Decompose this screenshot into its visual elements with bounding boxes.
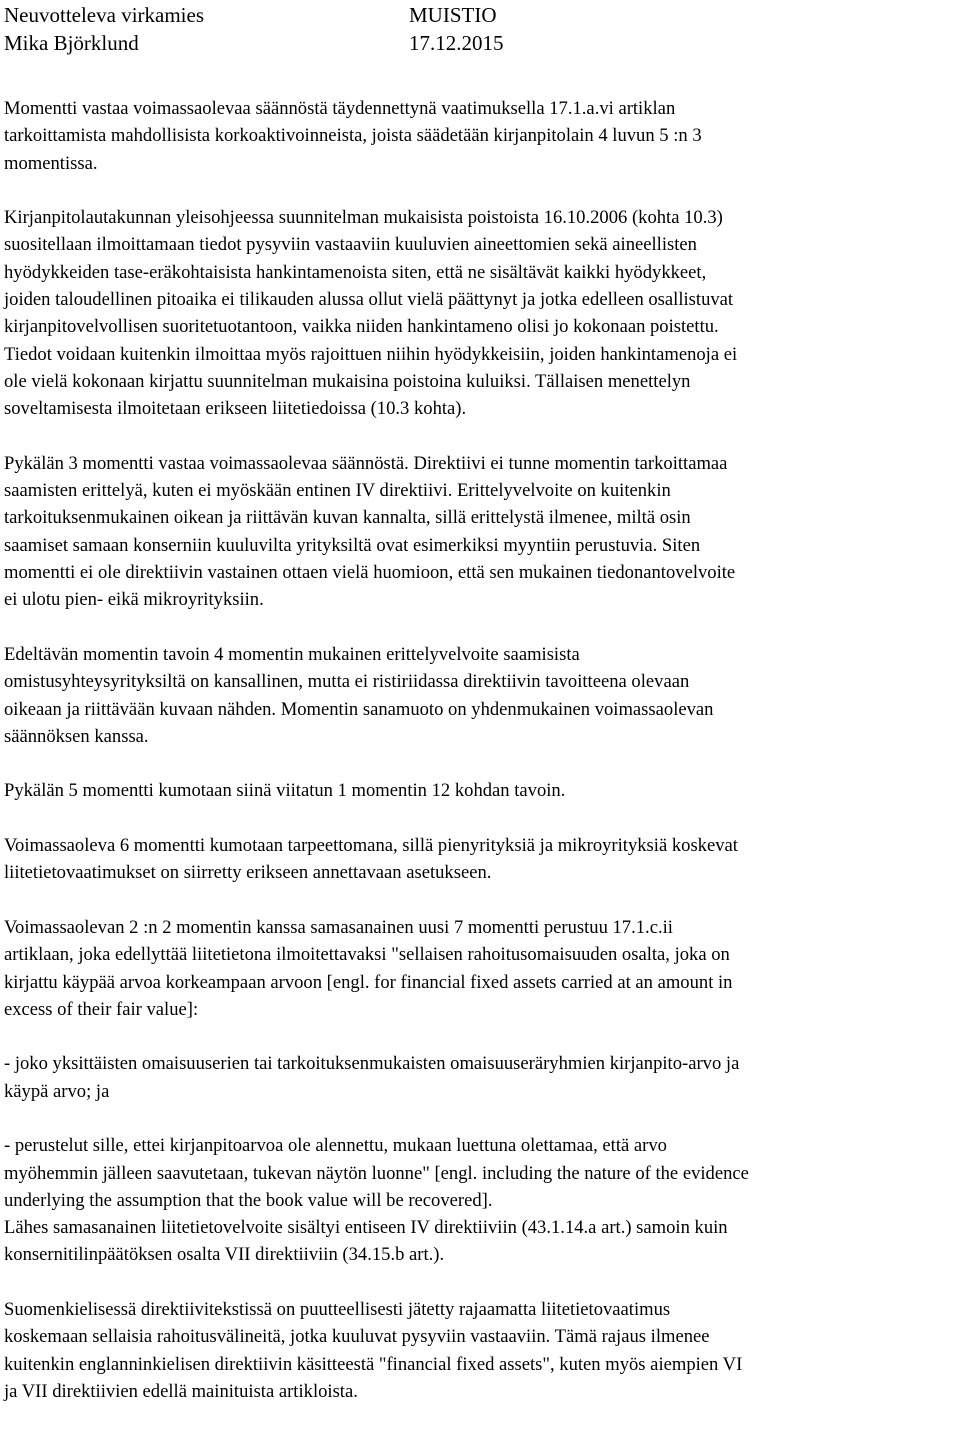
text-line: - joko yksittäisten omaisuuserien tai tarkoituksenmukaisten omaisuuseräryhmien kirjanpito-arvo ja <box>4 1053 740 1075</box>
text-line: artiklaan, joka edellyttää liitetietona ilmoitettavaksi "sellaisen rahoitusomaisuuden osalta, joka on <box>4 944 730 966</box>
paragraph-pykala-3 <box>4 450 952 614</box>
text-line: kirjattu käypää arvoa korkeampaan arvoon [engl. for financial fixed assets carried at an amount in <box>4 971 733 993</box>
text-line: joiden taloudellinen pitoaika ei tilikauden alussa ollut vielä päättynyt ja jotka edelleen osallistuvat <box>4 289 734 311</box>
text-line: tarkoittamista mahdollisista korkoaktivoinneista, joista säädetään kirjanpitolain 4 luvun 5 :n 3 <box>4 125 702 147</box>
text-line: ja VII direktiivien edellä mainituista artikloista. <box>4 1380 358 1402</box>
text-line: soveltamisesta ilmoitetaan erikseen liitetiedoissa (10.3 kohta). <box>4 398 467 420</box>
paragraph-list-item-2 <box>4 1132 952 1214</box>
text-line: Pykälän 5 momentti kumotaan siinä viitatun 1 momentin 12 kohdan tavoin. <box>4 780 566 802</box>
paragraph-list-item-1 <box>4 1050 952 1105</box>
text-line: säännöksen kanssa. <box>4 725 149 747</box>
paragraph-momentti-7 <box>4 914 952 1023</box>
memo-header <box>4 1 504 57</box>
memo-body <box>4 95 952 1433</box>
text-line: hyödykkeiden tase-eräkohtaisista hankintamenoista siten, että ne sisältävät kaikki hyödykkeet, <box>4 261 707 283</box>
text-line: - perustelut sille, ettei kirjanpitoarvoa ole alennettu, mukaan luettuna olettamaa, että arvo <box>4 1135 667 1157</box>
text-line: saamisten erittelyä, kuten ei myöskään entinen IV direktiivi. Erittelyvelvoite on kuitenkin <box>4 480 671 502</box>
text-line: momentti ei ole direktiivin vastainen ottaen vielä huomioon, että sen mukainen tiedonantovelvoite <box>4 562 736 584</box>
header-doc-type: MUISTIO <box>409 3 497 27</box>
text-line: underlying the assumption that the book value will be recovered]. <box>4 1189 493 1211</box>
text-line: suositellaan ilmoittamaan tiedot pysyviin vastaaviin kuuluvien aineettomien sekä aineellisten <box>4 234 697 256</box>
paragraph-momentti-6 <box>4 832 952 887</box>
paragraph-kirjanpitolautakunta <box>4 204 952 422</box>
text-line: Suomenkielisessä direktiivitekstissä on puutteellisesti jätetty rajaamatta liitetietovaatimus <box>4 1299 671 1321</box>
text-line: Voimassaoleva 6 momentti kumotaan tarpeettomana, sillä pienyrityksiä ja mikroyrityksiä koskevat <box>4 835 738 857</box>
text-line: Kirjanpitolautakunnan yleisohjeessa suunnitelman mukaisista poistoista 16.10.2006 (kohta 10.3) <box>4 207 723 229</box>
text-line: saamiset samaan konserniin kuuluvilta yrityksiltä ovat esimerkiksi myyntiin perustuvia. Siten <box>4 534 701 556</box>
paragraph-pykala-5 <box>4 777 952 804</box>
text-line: konsernitilinpäätöksen osalta VII direktiiviin (34.15.b art.). <box>4 1244 445 1266</box>
paragraph-momentti <box>4 95 952 177</box>
text-line: ole vielä kokonaan kirjattu suunnitelman mukaisina poistoina kuluiksi. Tällaisen menettelyn <box>4 370 691 392</box>
text-line: tarkoituksenmukainen oikean ja riittävän kuvan kannalta, sillä erittelystä ilmenee, miltä osin <box>4 507 691 529</box>
text-line: Voimassaolevan 2 :n 2 momentin kanssa samasanainen uusi 7 momentti perustuu 17.1.c.ii <box>4 916 673 938</box>
text-line: Edeltävän momentin tavoin 4 momentin mukainen erittelyvelvoite saamisista <box>4 643 580 665</box>
text-line: kuitenkin englanninkielisen direktiivin käsitteestä "financial fixed assets", kuten myös aiempien VI <box>4 1353 743 1375</box>
text-line: kirjanpitovelvollisen suoritetuotantoon, vaikka niiden hankintameno olisi jo kokonaan poistettu. <box>4 316 719 338</box>
paragraph-momentti-4 <box>4 641 952 750</box>
header-organization: Neuvotteleva virkamies <box>4 3 205 27</box>
header-row-1 <box>4 1 504 29</box>
text-line: Tiedot voidaan kuitenkin ilmoittaa myös rajoittuen niihin hyödykkeisiin, joiden hankintamenoja ei <box>4 343 738 365</box>
text-line: Pykälän 3 momentti vastaa voimassaolevaa säännöstä. Direktiivi ei tunne momentin tarkoittamaa <box>4 452 728 474</box>
text-line: Lähes samasanainen liitetietovelvoite sisältyi entiseen IV direktiiviin (43.1.14.a art.) samoin kuin <box>4 1217 728 1239</box>
text-line: liitetietovaatimukset on siirretty erikseen annettavaan asetukseen. <box>4 862 492 884</box>
text-line: momentissa. <box>4 152 98 174</box>
header-date: 17.12.2015 <box>409 31 504 55</box>
text-line: ei ulotu pien- eikä mikroyrityksiin. <box>4 589 264 611</box>
text-line: käypä arvo; ja <box>4 1080 110 1102</box>
header-row-2 <box>4 29 504 57</box>
text-line: oikeaan ja riittävään kuvaan nähden. Momentin sanamuoto on yhdenmukainen voimassaolevan <box>4 698 714 720</box>
paragraph-suomenkielisessa <box>4 1296 952 1405</box>
header-author: Mika Björklund <box>4 31 139 55</box>
text-line: Momentti vastaa voimassaolevaa säännöstä täydennettynä vaatimuksella 17.1.a.vi artiklan <box>4 98 676 119</box>
text-line: myöhemmin jälleen saavutetaan, tukevan näytön luonne" [engl. including the nature of the evidence <box>4 1162 749 1184</box>
text-line: excess of their fair value]: <box>4 998 199 1020</box>
paragraph-lahes-samasanainen <box>4 1214 952 1269</box>
text-line: koskemaan sellaisia rahoitusvälineitä, jotka kuuluvat pysyviin vastaaviin. Tämä rajaus ilmenee <box>4 1326 710 1348</box>
text-line: omistusyhteysyrityksiltä on kansallinen, mutta ei ristiriidassa direktiivin tavoitteena olevaan <box>4 671 690 693</box>
